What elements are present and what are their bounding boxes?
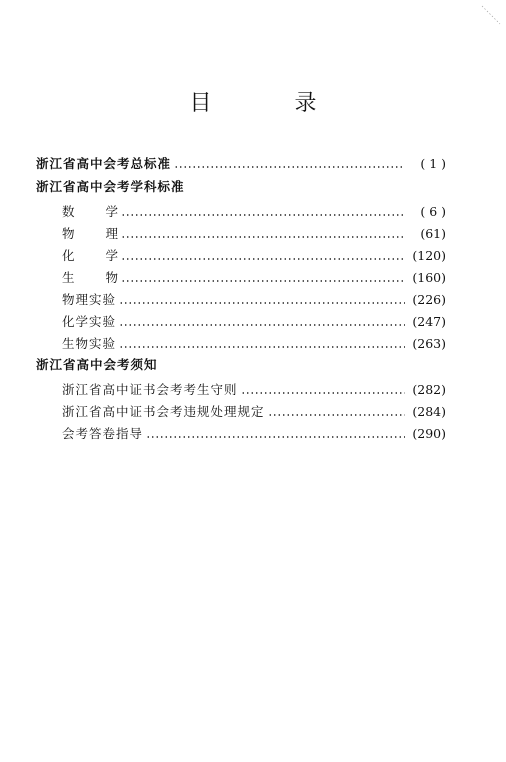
toc-section-heading-subject-standards[interactable]: 浙江省高中会考学科标准 bbox=[36, 179, 185, 194]
toc-entry-biology[interactable] bbox=[62, 266, 446, 288]
toc-entry-label: 浙江省高中证书会考考生守则 bbox=[62, 382, 238, 397]
toc-entry-label: 物 理 bbox=[62, 226, 118, 241]
toc-entry-physics-experiments[interactable] bbox=[62, 288, 446, 310]
toc-entry-physics[interactable] bbox=[62, 222, 446, 244]
toc-entry-label: 物理实验 bbox=[62, 292, 117, 307]
toc-page-number: (263) bbox=[412, 335, 446, 351]
toc-page-number: ( 1 ) bbox=[420, 155, 446, 171]
dot-leader bbox=[119, 288, 405, 310]
toc-entry-math[interactable] bbox=[62, 200, 446, 222]
dot-leader bbox=[121, 222, 405, 244]
toc-entry-chemistry[interactable] bbox=[62, 244, 446, 266]
toc-entry-biology-experiments[interactable] bbox=[62, 332, 446, 354]
toc-page-number: (282) bbox=[412, 381, 446, 397]
toc-entry-label: 化 学 bbox=[62, 248, 118, 263]
scan-mark bbox=[480, 4, 502, 26]
toc-page-number: (290) bbox=[412, 425, 446, 441]
toc-entry-violation-rules[interactable] bbox=[62, 400, 446, 422]
dot-leader bbox=[119, 310, 405, 332]
toc-entry-general-standard[interactable] bbox=[36, 152, 446, 174]
table-of-contents bbox=[0, 150, 506, 450]
toc-entry-label: 会考答卷指导 bbox=[62, 426, 144, 441]
dot-leader bbox=[121, 244, 405, 266]
toc-entry-candidate-rules[interactable] bbox=[62, 378, 446, 400]
dot-leader bbox=[241, 378, 405, 400]
dot-leader bbox=[174, 152, 405, 174]
toc-page-number: (120) bbox=[412, 247, 446, 263]
dot-leader bbox=[146, 422, 405, 444]
toc-entry-answer-guide[interactable] bbox=[62, 422, 446, 444]
toc-page-number: (226) bbox=[412, 291, 446, 307]
dot-leader bbox=[121, 200, 405, 222]
toc-page-number: (160) bbox=[412, 269, 446, 285]
dot-leader bbox=[268, 400, 405, 422]
toc-entry-label: 化学实验 bbox=[62, 314, 117, 329]
dot-leader bbox=[121, 266, 405, 288]
toc-entry-label: 数 学 bbox=[62, 204, 118, 219]
toc-page-number: (247) bbox=[412, 313, 446, 329]
toc-page-number: ( 6 ) bbox=[420, 203, 446, 219]
toc-entry-label: 生物实验 bbox=[62, 336, 117, 351]
toc-section-heading-exam-notices[interactable]: 浙江省高中会考须知 bbox=[36, 357, 158, 372]
toc-page-number: (284) bbox=[412, 403, 446, 419]
dot-leader bbox=[119, 332, 405, 354]
toc-entry-label: 生 物 bbox=[62, 270, 118, 285]
toc-page-number: (61) bbox=[420, 225, 446, 241]
toc-entry-label: 浙江省高中会考总标准 bbox=[36, 156, 172, 171]
page-title: 目 录 bbox=[189, 91, 355, 116]
toc-entry-chemistry-experiments[interactable] bbox=[62, 310, 446, 332]
toc-entry-label: 浙江省高中证书会考违规处理规定 bbox=[62, 404, 265, 419]
